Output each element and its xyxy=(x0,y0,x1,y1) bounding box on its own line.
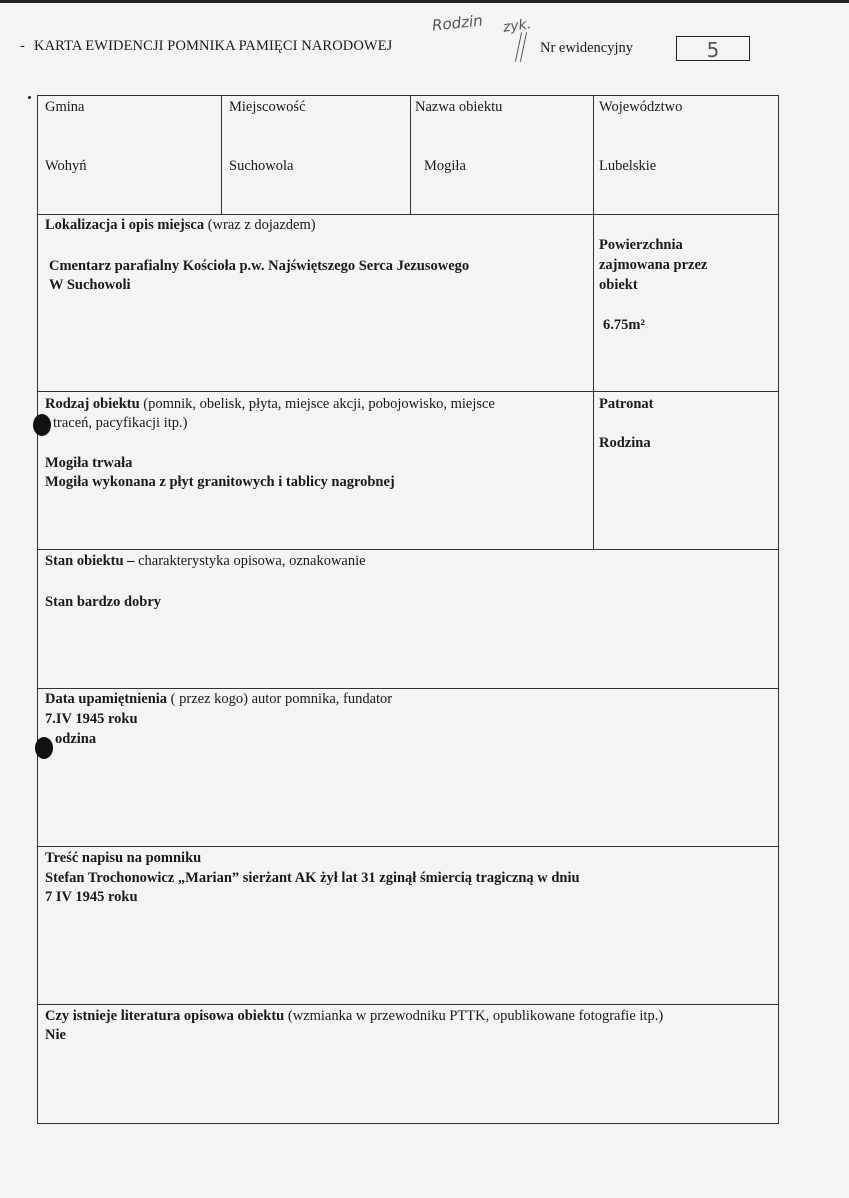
patronat-label: Patronat xyxy=(599,396,654,412)
tresc-value-line1: Stefan Trochonowicz „Marian” sierżant AK żył lat 31 zginął śmiercią tragiczną w dniu xyxy=(45,870,580,886)
literatura-label-rest: (wzmianka w przewodniku PTTK, opublikowane fotografie itp.) xyxy=(284,1008,664,1024)
handwritten-note-2: zyk. xyxy=(502,16,533,36)
row-divider xyxy=(38,1004,778,1005)
scan-edge-line xyxy=(0,0,849,3)
tresc-value-line2: 7 IV 1945 roku xyxy=(45,889,138,905)
literatura-label-bold: Czy istnieje literatura opisowa obiektu xyxy=(45,1008,285,1024)
row-divider xyxy=(38,214,778,215)
column-divider xyxy=(410,96,411,214)
lokalizacja-value-line1: Cmentarz parafialny Kościoła p.w. Najświętszego Serca Jezusowego xyxy=(49,258,470,274)
lokalizacja-label xyxy=(45,216,316,235)
literatura-label xyxy=(45,1007,663,1026)
punch-hole xyxy=(35,737,53,759)
stan-value: Stan bardzo dobry xyxy=(45,594,162,610)
row-divider xyxy=(38,688,778,689)
literatura-value: Nie xyxy=(45,1027,66,1043)
row-divider xyxy=(38,846,778,847)
lokalizacja-label-rest: (wraz z dojazdem) xyxy=(204,217,316,233)
registry-number-value: 5 xyxy=(706,38,720,62)
registry-number-box xyxy=(676,36,750,61)
powierzchnia-value: 6.75m² xyxy=(603,317,645,333)
rodzaj-label-bold: Rodzaj obiektu xyxy=(45,396,140,412)
column-divider xyxy=(221,96,222,214)
gmina-value: Wohyń xyxy=(45,158,87,174)
miejscowosc-value: Suchowola xyxy=(229,158,294,174)
miejscowosc-label: Miejscowość xyxy=(229,99,306,115)
stan-label-rest: charakterystyka opisowa, oznakowanie xyxy=(134,553,366,569)
registry-number-label: Nr ewidencyjny xyxy=(540,40,634,56)
rodzaj-label-line1 xyxy=(45,395,495,414)
wojewodztwo-label: Województwo xyxy=(599,99,683,115)
powierzchnia-label-line1: Powierzchnia xyxy=(599,237,683,253)
wojewodztwo-value: Lubelskie xyxy=(599,158,657,174)
data-upamietnienia-label xyxy=(45,690,392,709)
punch-hole xyxy=(33,414,51,436)
powierzchnia-label-line2: zajmowana przez xyxy=(599,257,708,273)
data-upamietnienia-label-rest: ( przez kogo) autor pomnika, fundator xyxy=(167,691,393,707)
document-title: KARTA EWIDENCJI POMNIKA PAMIĘCI NARODOWEJ xyxy=(34,38,393,54)
lokalizacja-label-bold: Lokalizacja i opis miejsca xyxy=(45,217,205,233)
rodzaj-label-rest: (pomnik, obelisk, płyta, miejsce akcji, pobojowisko, miejsce xyxy=(139,396,495,412)
data-upamietnienia-value-line2: odzina xyxy=(55,731,97,747)
lokalizacja-value-line2: W Suchowoli xyxy=(49,277,131,293)
gmina-label: Gmina xyxy=(45,99,85,115)
column-divider xyxy=(593,96,594,549)
handwritten-note: Rodzin xyxy=(431,11,484,35)
stan-label-bold: Stan obiektu – xyxy=(45,553,135,569)
data-upamietnienia-value-line1: 7.IV 1945 roku xyxy=(45,711,138,727)
rodzaj-value-line2: Mogiła wykonana z płyt granitowych i tablicy nagrobnej xyxy=(45,474,395,490)
rodzaj-value-line1: Mogiła trwała xyxy=(45,455,133,471)
record-form-table xyxy=(37,95,779,1124)
nazwa-value: Mogiła xyxy=(424,158,466,174)
stan-label xyxy=(45,552,366,571)
row-divider xyxy=(38,391,778,392)
rodzaj-label-line2: traceń, pacyfikacji itp.) xyxy=(53,415,188,431)
powierzchnia-label-line3: obiekt xyxy=(599,277,638,293)
header-dash: - xyxy=(20,38,25,54)
nazwa-label: Nazwa obiektu xyxy=(415,99,503,115)
tresc-label: Treść napisu na pomniku xyxy=(45,850,202,866)
bullet-dot xyxy=(28,96,31,99)
row-divider xyxy=(38,549,778,550)
patronat-value: Rodzina xyxy=(599,435,651,451)
data-upamietnienia-label-bold: Data upamiętnienia xyxy=(45,691,168,707)
